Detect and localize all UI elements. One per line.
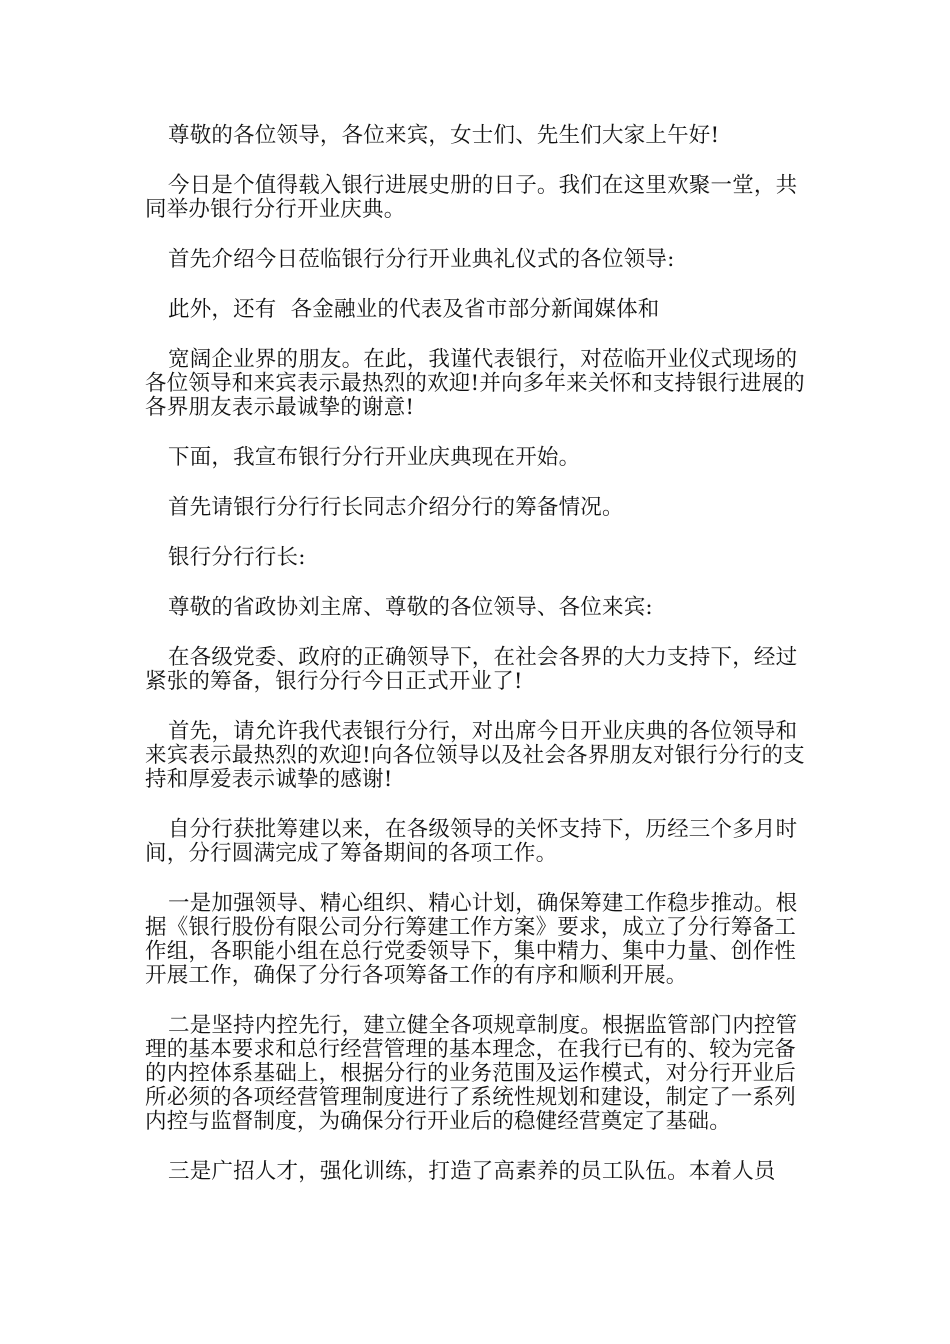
paragraph-preparation: 自分行获批筹建以来，在各级领导的关怀支持下，历经三个多月时间，分行圆满完成了筹备期间的各项工作。 (145, 817, 798, 866)
paragraph-announce-start: 下面，我宣布银行分行开业庆典现在开始。 (168, 445, 581, 470)
paragraph-point-three: 三是广招人才，强化训练，打造了高素养的员工队伍。本着人员 (168, 1159, 776, 1184)
paragraph-thanks: 首先，请允许我代表银行分行，对出席今日开业庆典的各位领导和来宾表示最热烈的欢迎!向各位领导以及社会各界朋友对银行分行的支持和厚爱表示诚挚的感谢! (145, 719, 805, 792)
paragraph-point-one: 一是加强领导、精心组织、精心计划，确保筹建工作稳步推动。根据《银行股份有限公司分行筹建工作方案》要求，成立了分行筹备工作组，各职能小组在总行党委领导下，集中精力、集中力量、创作性开展工作，确保了分行各项筹备工作的有序和顺利开展。 (145, 891, 798, 988)
paragraph-salutation: 尊敬的省政协刘主席、尊敬的各位领导、各位来宾: (168, 595, 653, 620)
paragraph-point-two: 二是坚持内控先行，建立健全各项规章制度。根据监管部门内控管理的基本要求和总行经营管理的基本理念，在我行已有的、较为完备的内控体系基础上，根据分行的业务范围及运作模式，对分行开业后所必须的各项经营管理制度进行了系统性规划和建设，制定了一系列内控与监督制度，为确保分行开业后的稳健经营奠定了基础。 (145, 1013, 798, 1134)
paragraph-other-guests: 此外，还有 各金融业的代表及省市部分新闻媒体和 (168, 297, 660, 322)
paragraph-occasion: 今日是个值得载入银行进展史册的日子。我们在这里欢聚一堂，共同举办银行分行开业庆典。 (145, 173, 798, 222)
paragraph-greeting: 尊敬的各位领导，各位来宾，女士们、先生们大家上午好! (168, 123, 720, 148)
paragraph-opening: 在各级党委、政府的正确领导下，在社会各界的大力支持下，经过紧张的筹备，银行分行今日正式开业了! (145, 645, 798, 694)
paragraph-welcome: 宽阔企业界的朋友。在此，我谨代表银行，对莅临开业仪式现场的各位领导和来宾表示最热烈的欢迎!并向多年来关怀和支持银行进展的各界朋友表示最诚挚的谢意! (145, 347, 805, 420)
paragraph-speaker-label: 银行分行行长: (168, 545, 306, 570)
paragraph-intro-leaders: 首先介绍今日莅临银行分行开业典礼仪式的各位领导: (168, 247, 675, 272)
paragraph-invite-president: 首先请银行分行行长同志介绍分行的筹备情况。 (168, 495, 624, 520)
document-body (145, 124, 815, 1210)
